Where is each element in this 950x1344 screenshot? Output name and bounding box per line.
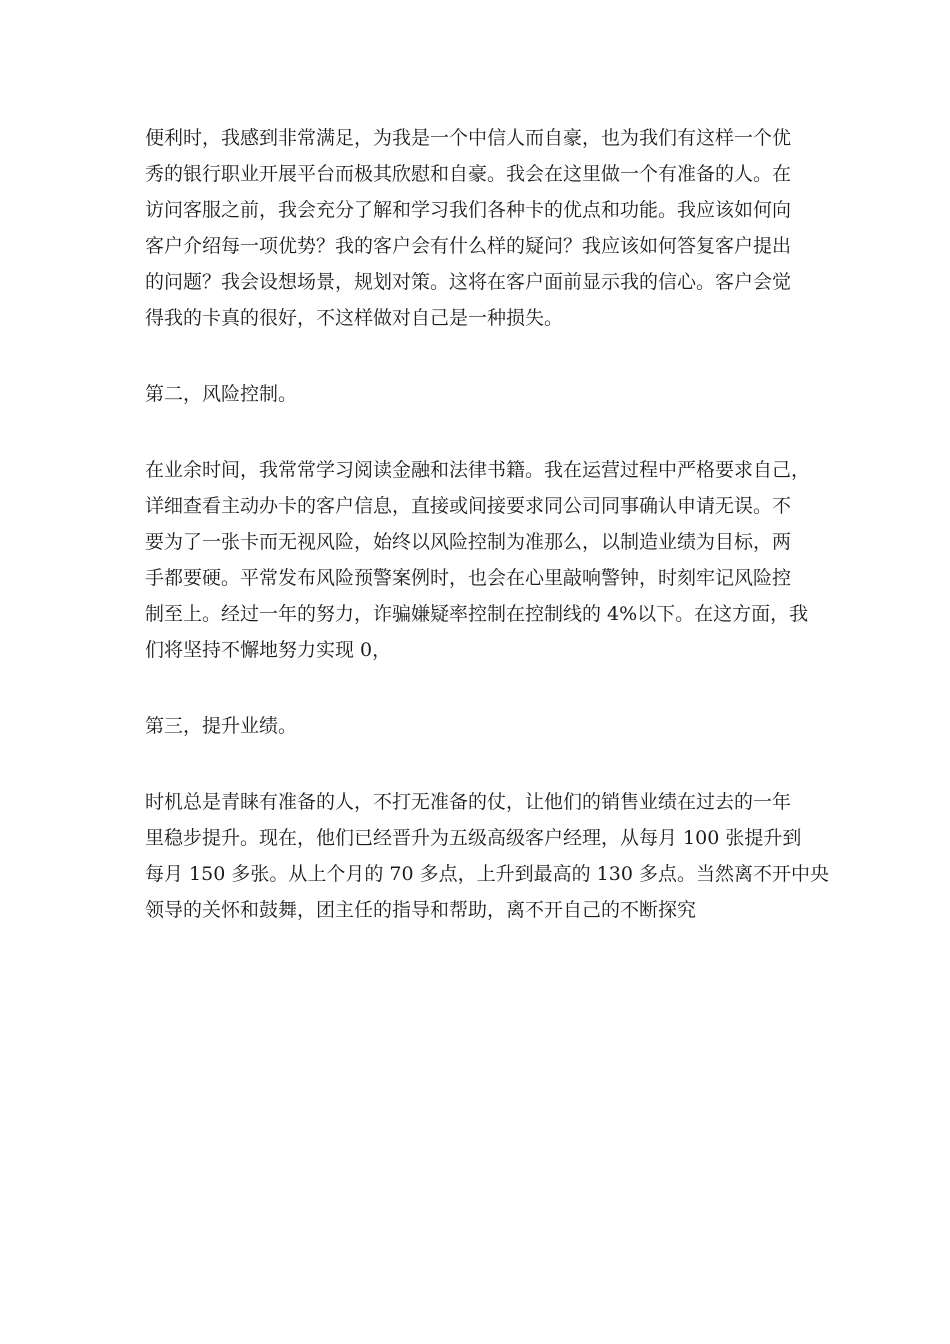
paragraph-line: 领导的关怀和鼓舞，团主任的指导和帮助，离不开自己的不断探究 bbox=[145, 899, 697, 921]
paragraph-line: 客户介绍每一项优势？我的客户会有什么样的疑问？我应该如何答复客户提出 bbox=[145, 235, 792, 257]
section-heading-performance: 第三，提升业绩。 bbox=[145, 715, 298, 737]
paragraph-spacer bbox=[145, 412, 810, 452]
paragraph-line: 时机总是青睐有准备的人，不打无准备的仗，让他们的销售业绩在过去的一年 bbox=[145, 791, 792, 813]
paragraph-line: 秀的银行职业开展平台而极其欣慰和自豪。我会在这里做一个有准备的人。在 bbox=[145, 163, 792, 185]
paragraph-2 bbox=[145, 452, 810, 668]
paragraph-line: 要为了一张卡而无视风险，始终以风险控制为准那么，以制造业绩为目标，两 bbox=[145, 531, 792, 553]
paragraph-spacer bbox=[145, 668, 810, 708]
paragraph-1 bbox=[145, 120, 810, 336]
paragraph-line: 便利时，我感到非常满足，为我是一个中信人而自豪，也为我们有这样一个优 bbox=[145, 127, 792, 149]
section-heading-risk-control: 第二，风险控制。 bbox=[145, 383, 298, 405]
paragraph-spacer bbox=[145, 744, 810, 784]
paragraph-line: 得我的卡真的很好，不这样做对自己是一种损失。 bbox=[145, 307, 564, 329]
paragraph-line: 们将坚持不懈地努力实现 0， bbox=[145, 639, 392, 661]
paragraph-line: 手都要硬。平常发布风险预警案例时，也会在心里敲响警钟，时刻牢记风险控 bbox=[145, 567, 792, 589]
paragraph-line: 在业余时间，我常常学习阅读金融和法律书籍。我在运营过程中严格要求自己， bbox=[145, 459, 811, 481]
document-body bbox=[145, 120, 829, 928]
paragraph-3 bbox=[145, 784, 829, 928]
paragraph-spacer bbox=[145, 336, 810, 376]
paragraph-line: 每月 150 多张。从上个月的 70 多点，上升到最高的 130 多点。当然离不开中央 bbox=[145, 863, 829, 885]
paragraph-line: 详细查看主动办卡的客户信息，直接或间接要求同公司同事确认申请无误。不 bbox=[145, 495, 792, 517]
paragraph-line: 里稳步提升。现在，他们已经晋升为五级高级客户经理，从每月 100 张提升到 bbox=[145, 827, 802, 849]
paragraph-line: 的问题？我会设想场景，规划对策。这将在客户面前显示我的信心。客户会觉 bbox=[145, 271, 792, 293]
paragraph-line: 访问客服之前，我会充分了解和学习我们各种卡的优点和功能。我应该如何向 bbox=[145, 199, 792, 221]
paragraph-line: 制至上。经过一年的努力，诈骗嫌疑率控制在控制线的 4%以下。在这方面，我 bbox=[145, 603, 809, 625]
